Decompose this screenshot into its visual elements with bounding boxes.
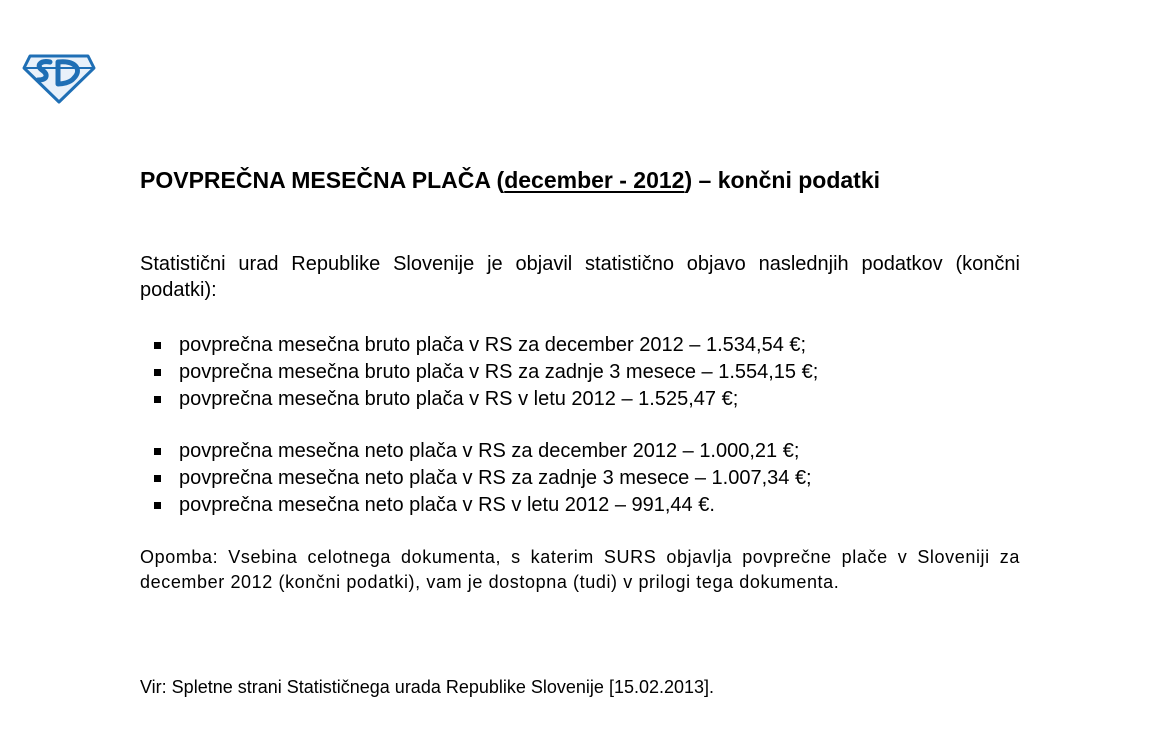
- square-bullet-icon: [154, 396, 161, 403]
- square-bullet-icon: [154, 475, 161, 482]
- note-paragraph: Opomba: Vsebina celotnega dokumenta, s katerim SURS objavlja povprečne plače v Sloveniji za december 2012 (končni podatki), vam je dostopna (tudi) v prilogi tega dokumenta.: [140, 547, 1020, 592]
- intro-paragraph: Statistični urad Republike Slovenije je objavil statistično objavo naslednjih podatkov (končni podatki):: [140, 253, 1020, 301]
- sd-diamond-logo-icon: [22, 50, 96, 104]
- list-item: povprečna mesečna bruto plača v RS za zadnje 3 mesece – 1.554,15 €;: [152, 359, 818, 386]
- square-bullet-icon: [154, 369, 161, 376]
- title-period: december - 2012: [504, 167, 685, 193]
- title-prefix: POVPREČNA MESEČNA PLAČA (: [140, 167, 505, 193]
- bruto-salary-list: [152, 332, 818, 413]
- title-suffix: ) – končni podatki: [684, 167, 881, 193]
- square-bullet-icon: [154, 342, 161, 349]
- list-item: povprečna mesečna neto plača v RS za zadnje 3 mesece – 1.007,34 €;: [152, 465, 812, 492]
- neto-salary-list: [152, 438, 812, 519]
- list-item: povprečna mesečna neto plača v RS v letu 2012 – 991,44 €.: [152, 492, 812, 519]
- list-item: povprečna mesečna bruto plača v RS v letu 2012 – 1.525,47 €;: [152, 386, 818, 413]
- square-bullet-icon: [154, 502, 161, 509]
- sd-logo: [22, 50, 96, 104]
- page-title: [140, 167, 1040, 194]
- source-line: Vir: Spletne strani Statističnega urada Republike Slovenije [15.02.2013].: [140, 677, 715, 697]
- square-bullet-icon: [154, 448, 161, 455]
- list-item: povprečna mesečna neto plača v RS za december 2012 – 1.000,21 €;: [152, 438, 812, 465]
- list-item: povprečna mesečna bruto plača v RS za december 2012 – 1.534,54 €;: [152, 332, 818, 359]
